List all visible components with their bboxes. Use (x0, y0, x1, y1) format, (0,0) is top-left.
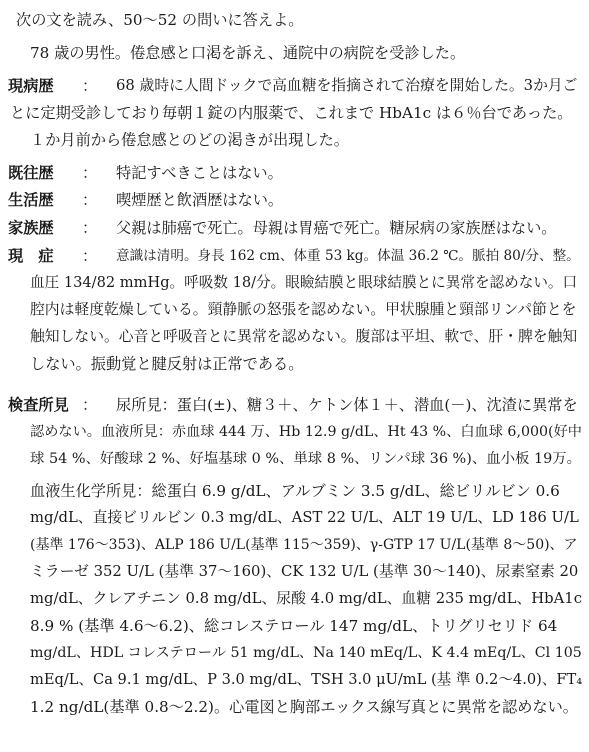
life-history-line-1: 喫煙歴と飲酒歴はない。 (116, 191, 284, 209)
past-history-label: 既往歴 (8, 164, 54, 182)
findings-line-1: 尿所見：蛋白(±)、糖３＋、ケトン体１＋、潜血(－)、沈渣に異常を (116, 396, 578, 414)
family-history-colon: ： (82, 219, 98, 237)
findings-line-4: 血液生化学所見：総蛋白 6.9 g/dL、アルブミン 3.5 g/dL、総ビリルビン 0.6 (30, 482, 560, 500)
findings-colon: ： (82, 396, 98, 414)
present-illness-label: 現病歴 (8, 77, 54, 95)
question-intro: 次の文を読み、50～52 の問いに答えよ。 (16, 11, 304, 29)
findings-line-5: mg/dL、直接ビリルビン 0.3 mg/dL、AST 22 U/L、ALT 19 U/L、LD 186 U/L (30, 509, 579, 526)
findings-line-8: mg/dL、クレアチニン 0.8 mg/dL、尿酸 4.0 mg/dL、血糖 235 mg/dL、HbA1c (30, 590, 583, 607)
family-history-label: 家族歴 (8, 219, 54, 237)
findings-label: 検査所見 (8, 396, 69, 414)
present-status-label: 現 症 (8, 247, 54, 265)
case-intro: 78 歳の男性。倦怠感と口渇を訴え、通院中の病院を受診した。 (30, 44, 466, 62)
findings-line-7: ミラーゼ 352 U/L (基準 37～160)、CK 132 U/L (基準 30～140)、尿素窒素 20 (30, 563, 579, 580)
findings-line-6: (基準 176～353)、ALP 186 U/L(基準 115～359)、γ-GTP 17 U/L(基準 8～50)、ア (30, 537, 578, 553)
findings-line-3: 球 54 %、好酸球 2 %、好塩基球 0 %、単球 8 %、リンパ球 36 %)、血小板 19万。 (30, 451, 582, 467)
present-illness-line-2: とに定期受診しており毎朝１錠の内服薬で、これまで HbA1c は６％台であった。 (10, 104, 573, 122)
findings-line-9: 8.9 % (基準 4.6～6.2)、総コレステロール 147 mg/dL、トリグリセリド 64 (30, 617, 558, 635)
present-status-line-1: 意識は清明。身長 162 cm、体重 53 kg。体温 36.2 ℃。脈拍 80/分、整。 (116, 248, 580, 264)
life-history-colon: ： (82, 191, 98, 209)
past-history-line-1: 特記すべきことはない。 (116, 164, 283, 182)
family-history-line-1: 父親は肺癌で死亡。母親は胃癌で死亡。糖尿病の家族歴はない。 (116, 219, 557, 237)
present-illness-line-1: 68 歳時に人間ドックで高血糖を指摘されて治療を開始した。3か月ご (116, 77, 578, 94)
present-illness-line-3: １か月前から倦怠感とのどの渇きが出現した。 (30, 131, 349, 149)
life-history-label: 生活歴 (8, 191, 54, 209)
past-history-colon: ： (82, 164, 98, 182)
present-status-colon: ： (82, 247, 98, 265)
present-status-line-3: 腔内は軽度乾燥している。頸静脈の怒張を認めない。甲状腺腫と頸部リンパ節とを (30, 301, 577, 318)
present-status-line-5: しない。振動覚と腱反射は正常である。 (30, 355, 304, 373)
findings-line-2: 認めない。血液所見：赤血球 444 万、Hb 12.9 g/dL、Ht 43 %、白血球 6,000(好中 (30, 424, 582, 440)
present-illness-colon: ： (82, 77, 98, 95)
present-status-line-4: 触知しない。心音と呼吸音とに異常を認めない。腹部は平坦、軟で、肝・脾を触知 (30, 328, 578, 345)
findings-line-10: mg/dL、HDL コレステロール 51 mg/dL、Na 140 mEq/L、K 4.4 mEq/L、Cl 105 (30, 645, 582, 661)
findings-line-11: mEq/L、Ca 9.1 mg/dL、P 3.0 mg/dL、TSH 3.0 μU/mL (基 準 0.2～4.0)、FT₄ (30, 671, 583, 688)
findings-line-12: 1.2 ng/dL(基準 0.8～2.2)。心電図と胸部エックス線写真とに異常を認めない。 (30, 698, 578, 716)
present-status-line-2: 血圧 134/82 mmHg。呼吸数 18/分。眼瞼結膜と眼球結膜とに異常を認めない。口 (30, 274, 578, 291)
